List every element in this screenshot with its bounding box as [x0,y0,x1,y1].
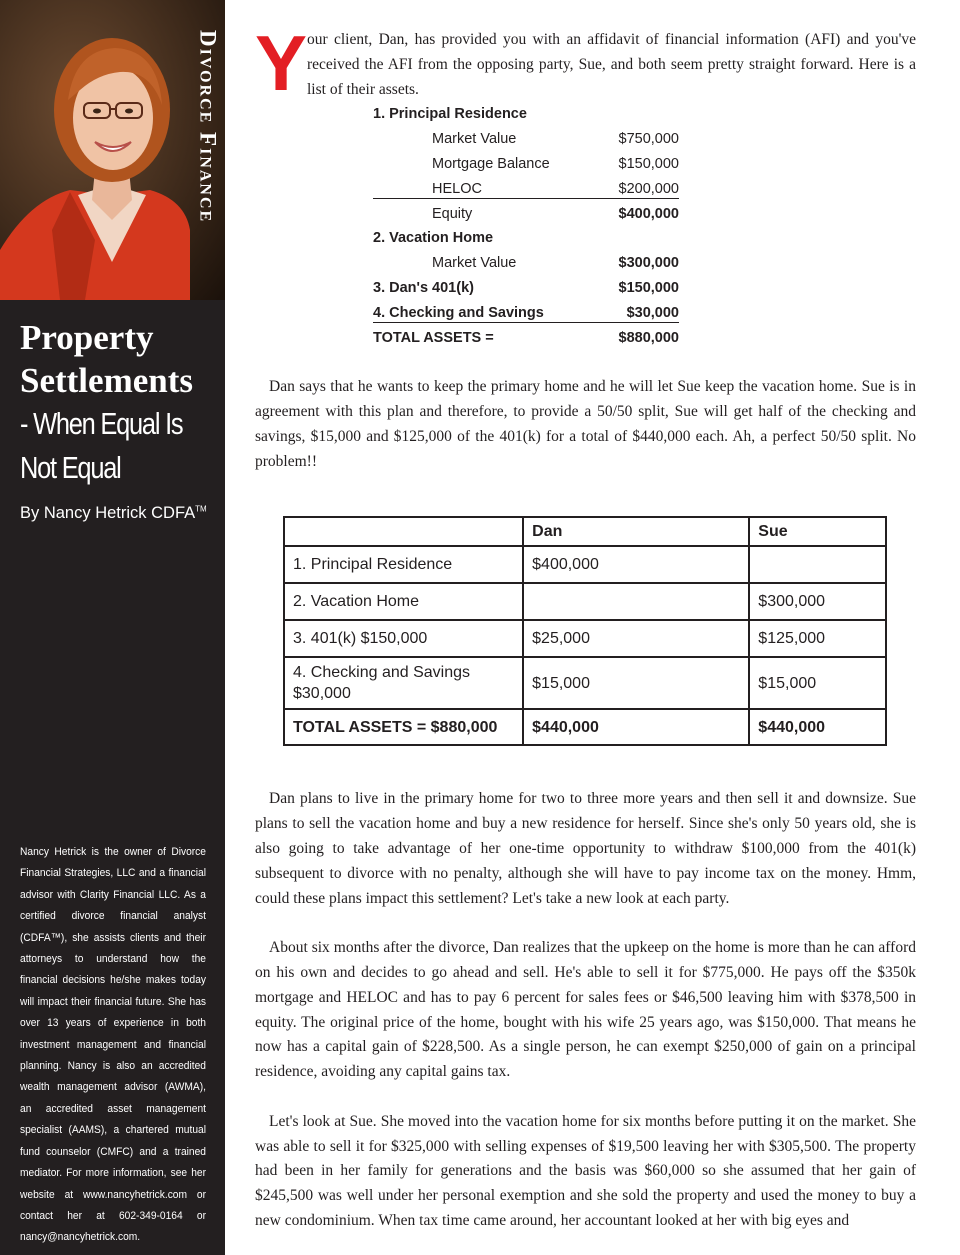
section-tag-text: Divorce Finance [195,30,221,224]
asset-row [373,177,679,199]
byline [20,504,207,523]
asset-label: HELOC [432,180,482,197]
asset-row [373,301,679,323]
table-cell: $125,000 [749,620,886,657]
asset-label: Market Value [432,131,517,148]
asset-value: $400,000 [618,205,679,222]
asset-row [373,276,679,301]
paragraph-sue-sale: Let's look at Sue. She moved into the vacation home for six months before putting it on the market. She was able to sell it for $325,000 with selling expenses of $19,500 leaving her with $305,500. The property had been in her family for generations and the basis was $60,000 so she assumed that her gain of $245,500 was well under her personal exemption and she sold the property and used the money to buy a new condominium. When tax time came around, her accountant looked at her with big eyes and [255,1112,916,1229]
asset-value: $300,000 [618,255,679,272]
title-line-4: Not Equal [20,450,121,485]
title-line-1: Property [20,318,154,357]
table-cell: 1. Principal Residence [284,546,523,583]
asset-label: 2. Vacation Home [373,230,494,247]
table-header-cell: Dan [523,517,749,546]
asset-label: Mortgage Balance [432,155,550,172]
asset-row [373,251,679,276]
asset-row [373,127,679,152]
article-body [255,19,916,1234]
asset-label: 3. Dan's 401(k) [373,279,474,296]
table-cell [523,583,749,620]
section-tag [190,0,225,300]
table-header-cell [284,517,523,546]
asset-value: $150,000 [618,279,679,296]
paragraph-plans: Dan plans to live in the primary home for two to three more years and then sell it and downsize. Sue plans to sell the vacation home and buy a new residence for herself. Since she's only 50 years old, she is also going to take advantage of her one-time opportunity to withdraw $100,000 from the 401(k) subsequent to divorce with no penalty, although she will have to pay income tax on the money. Hmm, could these plans impact this settlement? Let's take a new look at each party. [255,790,916,907]
asset-row [373,202,679,227]
table-cell: $300,000 [749,583,886,620]
trademark-mark: TM [195,504,207,514]
asset-label: TOTAL ASSETS = [373,329,494,346]
table-cell: TOTAL ASSETS = $880,000 [284,709,523,745]
table-cell: $440,000 [749,709,886,745]
table-row [284,657,886,709]
author-bio [20,842,206,1249]
title-line-3: - When Equal Is [20,406,183,441]
asset-label: 1. Principal Residence [373,106,527,123]
asset-label: 4. Checking and Savings [373,304,544,321]
table-total-row [284,709,886,745]
table-header-cell: Sue [749,517,886,546]
table-cell: $400,000 [523,546,749,583]
table-header-row [284,517,886,546]
paragraph-dan-sale: About six months after the divorce, Dan realizes that the upkeep on the home is more than he can afford on his own and decides to go ahead and sell. He's able to sell it for $775,000. He pays off the $350k mortgage and HELOC and has to pay 6 percent for sales fees or $46,500 leaving him with $378,500 in equity. The original price of the home, bought with his wife 25 years ago, was $150,000. That means he now has a capital gain of $228,500. As a single person, he can exempt $250,000 of gain on a principal residence, avoiding any capital gains tax. [255,939,916,1081]
table-cell: 2. Vacation Home [284,583,523,620]
table-cell: 4. Checking and Savings $30,000 [284,657,523,709]
table-cell: $15,000 [749,657,886,709]
author-bio-text: Nancy Hetrick is the owner of Divorce Financial Strategies, LLC and a financial advisor with Clarity Financial LLC. As a certified divorce financial analyst (CDFA™), she assists clients and their attorneys to understand how the financial decisions he/she makes today will impact their financial future. She has over 13 years of experience in both investment management and financial planning. Nancy is also an accredited wealth management advisor (AWMA), an accredited asset management specialist (AAMS), a chartered mutual fund counselor (CMFC) and a trained mediator. For more information, see her website at www.nancyhetrick.com or contact her at 602-349-0164 or nancy@nancyhetrick.com. [20,846,206,1244]
asset-row [373,226,679,251]
intro-text: our client, Dan, has provided you with an affidavit of financial information (AFI) and you've received the AFI from the opposing party, Sue, and both seem pretty straight forward. Here is a list of their assets. [307,31,916,98]
table-row [284,583,886,620]
drop-cap: Y [255,19,308,107]
paragraph-split-plan: Dan says that he wants to keep the primary home and he will let Sue keep the vacation home. Sue is in agreement with this plan and therefore, to provide a 50/50 split, Sue will get half of the checking and savings, $15,000 and $125,000 of the 401(k) for a total of $440,000 each. Ah, a perfect 50/50 split. No problem!! [255,378,916,470]
table-row [284,620,886,657]
asset-split-table [283,516,887,746]
asset-value: $750,000 [618,131,679,148]
asset-label: Market Value [432,255,517,272]
table-cell: $15,000 [523,657,749,709]
asset-value: $150,000 [618,155,679,172]
table-cell [749,546,886,583]
asset-label: Equity [432,205,473,222]
asset-row [373,152,679,177]
table-row [284,546,886,583]
intro-paragraph [255,19,916,107]
asset-row [373,102,679,127]
table-cell: $440,000 [523,709,749,745]
asset-value: $30,000 [626,304,679,321]
asset-value: $880,000 [618,329,679,346]
asset-list [373,102,679,350]
article-title [20,316,220,490]
table-cell: $25,000 [523,620,749,657]
asset-row [373,326,679,351]
sidebar [0,0,225,1255]
title-line-2: Settlements [20,361,194,400]
byline-text: By Nancy Hetrick CDFA [20,504,196,522]
asset-value: $200,000 [618,180,679,197]
table-cell: 3. 401(k) $150,000 [284,620,523,657]
